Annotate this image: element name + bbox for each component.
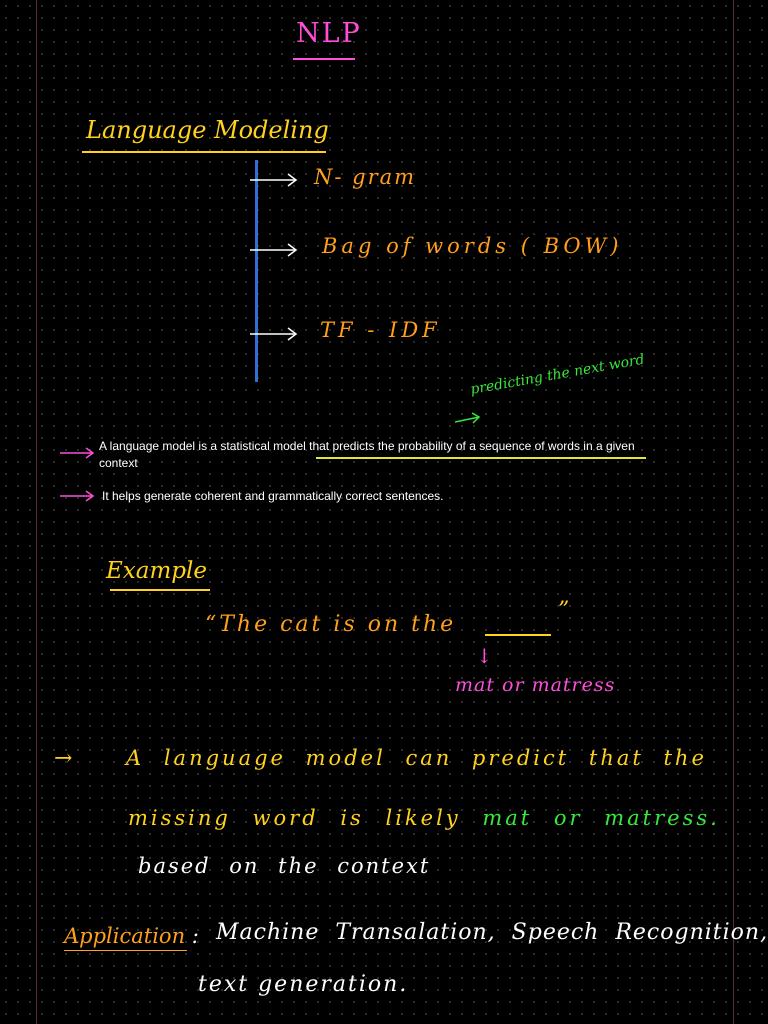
branch-tf-idf: TF - IDF bbox=[320, 318, 441, 342]
purpose-point: It helps generate coherent and grammatically correct sentences. bbox=[102, 489, 444, 503]
annotation-arrow-icon bbox=[455, 412, 483, 426]
branch-arrow-icon bbox=[250, 242, 300, 258]
closing-quote: ” bbox=[558, 598, 570, 623]
definition-point: A language model is a statistical model that predicts the probability of a sequence of words in a given context bbox=[99, 439, 635, 470]
left-margin-line bbox=[36, 0, 37, 1024]
bullet-arrow-icon bbox=[60, 446, 96, 460]
explanation-line-3: based on the context bbox=[138, 854, 431, 878]
down-arrow-icon: ↓ bbox=[476, 644, 493, 668]
example-underline bbox=[110, 589, 210, 591]
application-label bbox=[64, 924, 199, 948]
branch-n-gram: N- gram bbox=[314, 165, 417, 189]
blank-word-line bbox=[485, 634, 551, 636]
title-underline bbox=[293, 58, 355, 60]
heading-underline bbox=[82, 151, 326, 153]
example-sentence: “The cat is on the bbox=[205, 612, 457, 637]
application-list-line-2: text generation. bbox=[198, 972, 409, 997]
branch-arrow-icon bbox=[250, 326, 300, 342]
branch-trunk-line bbox=[255, 160, 258, 382]
explanation-line-2-answer: mat or matress. bbox=[482, 806, 720, 830]
application-separator: : bbox=[191, 924, 199, 948]
explanation-arrow-icon: → bbox=[54, 746, 73, 771]
section-heading: Language Modeling bbox=[86, 116, 329, 144]
example-answer: mat or matress bbox=[455, 674, 616, 696]
annotation-note: predicting the next word bbox=[469, 351, 646, 398]
branch-bag-of-words: Bag of words ( BOW) bbox=[322, 234, 623, 258]
explanation-line-2-start: missing word is likely bbox=[128, 806, 461, 830]
application-underline bbox=[64, 950, 187, 951]
definition-highlight-underline bbox=[316, 457, 646, 459]
page-title: NLP bbox=[296, 18, 362, 49]
explanation-line-2 bbox=[128, 806, 720, 830]
application-label-text: Application bbox=[64, 924, 186, 948]
application-list-line-1: Machine Transalation, Speech Recognition, bbox=[216, 920, 768, 945]
right-margin-line bbox=[733, 0, 734, 1024]
explanation-line-1: A language model can predict that the bbox=[126, 746, 707, 770]
branch-arrow-icon bbox=[250, 172, 300, 188]
example-label: Example bbox=[106, 558, 207, 584]
bullet-arrow-icon bbox=[60, 489, 96, 503]
